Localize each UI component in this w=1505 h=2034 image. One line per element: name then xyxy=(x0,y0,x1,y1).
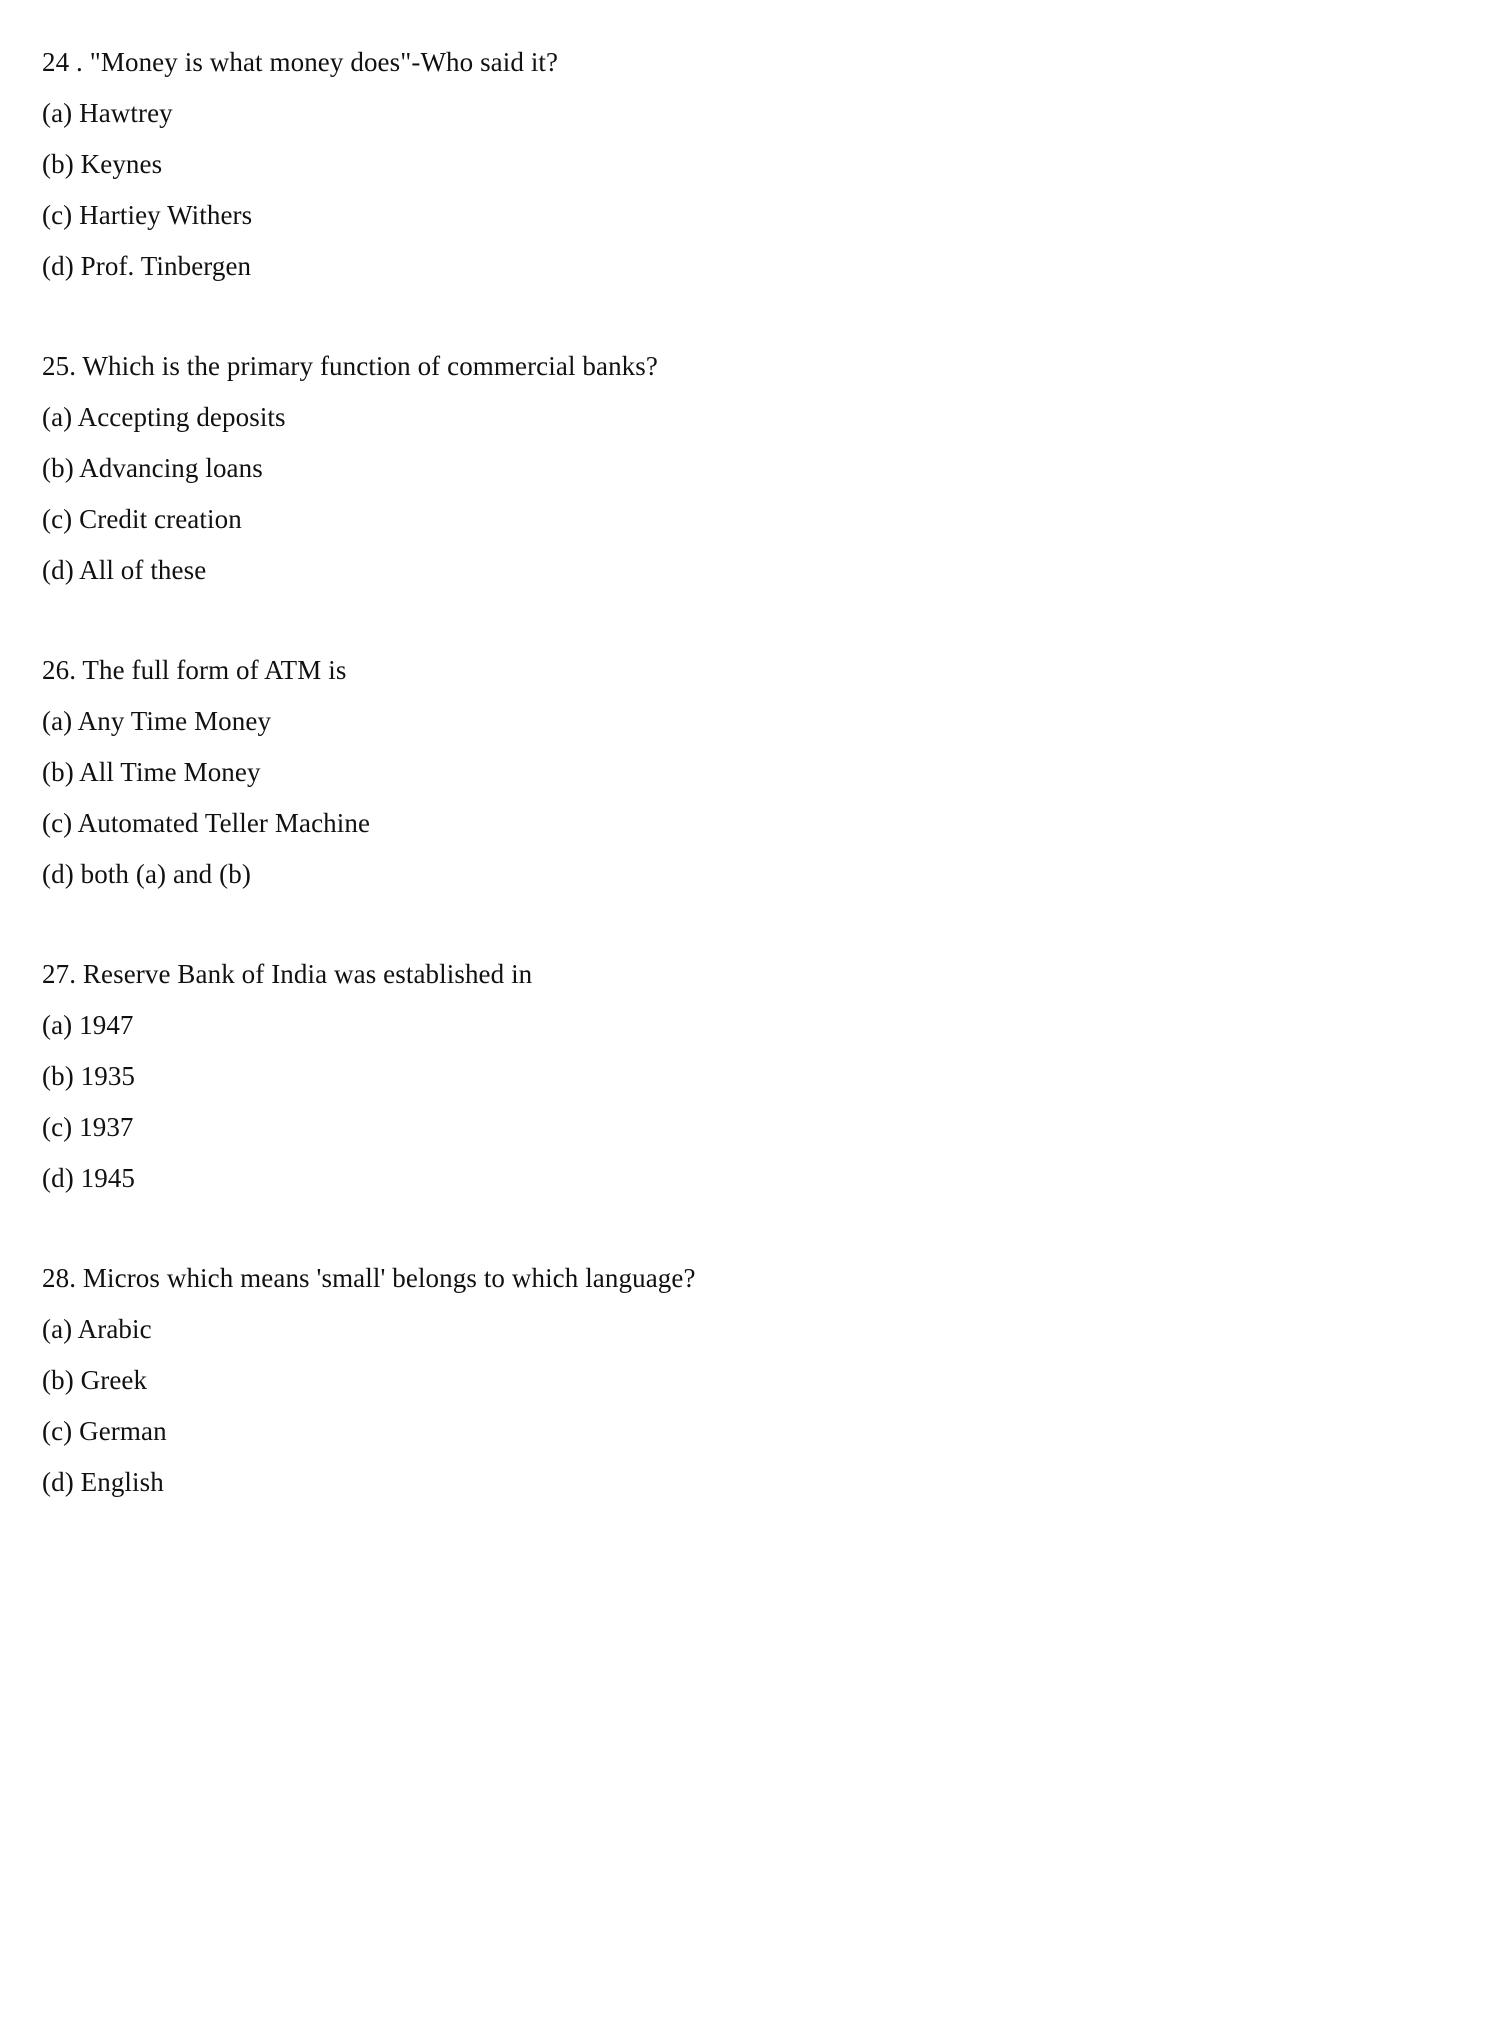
option-list xyxy=(42,88,1445,292)
option-item[interactable]: (c) Hartiey Withers xyxy=(42,200,253,230)
option-item[interactable]: (c) Credit creation xyxy=(42,504,242,534)
option-item[interactable]: (c) 1937 xyxy=(42,1112,134,1142)
option-item[interactable]: (a) Any Time Money xyxy=(42,706,272,736)
question-block-26 xyxy=(42,644,1445,900)
option-item[interactable]: (a) 1947 xyxy=(42,1010,134,1040)
option-item[interactable]: (a) Hawtrey xyxy=(42,98,173,128)
question-block-27 xyxy=(42,948,1445,1204)
question-block-28 xyxy=(42,1252,1445,1508)
option-item[interactable]: (a) Arabic xyxy=(42,1314,152,1344)
option-item[interactable]: (b) Greek xyxy=(42,1365,148,1395)
option-item[interactable]: (c) German xyxy=(42,1416,167,1446)
question-text: 26. The full form of ATM is xyxy=(42,655,347,685)
question-text: 24 . "Money is what money does"-Who said it? xyxy=(42,47,559,77)
option-item[interactable]: (a) Accepting deposits xyxy=(42,402,286,432)
question-text: 25. Which is the primary function of commercial banks? xyxy=(42,351,658,381)
question-block-25 xyxy=(42,340,1445,596)
option-item[interactable]: (b) All Time Money xyxy=(42,757,261,787)
option-list xyxy=(42,1304,1445,1508)
option-item[interactable]: (c) Automated Teller Machine xyxy=(42,808,371,838)
question-text: 27. Reserve Bank of India was established in xyxy=(42,959,533,989)
option-item[interactable]: (d) 1945 xyxy=(42,1163,136,1193)
question-block-24 xyxy=(42,36,1445,292)
option-list xyxy=(42,392,1445,596)
option-item[interactable]: (d) English xyxy=(42,1467,164,1497)
option-item[interactable]: (b) Keynes xyxy=(42,149,163,179)
option-item[interactable]: (b) 1935 xyxy=(42,1061,136,1091)
option-item[interactable]: (d) All of these xyxy=(42,555,207,585)
option-list xyxy=(42,1000,1445,1204)
option-list xyxy=(42,696,1445,900)
option-item[interactable]: (b) Advancing loans xyxy=(42,453,263,483)
option-item[interactable]: (d) Prof. Tinbergen xyxy=(42,251,252,281)
question-text: 28. Micros which means 'small' belongs to which language? xyxy=(42,1263,696,1293)
option-item[interactable]: (d) both (a) and (b) xyxy=(42,859,251,889)
